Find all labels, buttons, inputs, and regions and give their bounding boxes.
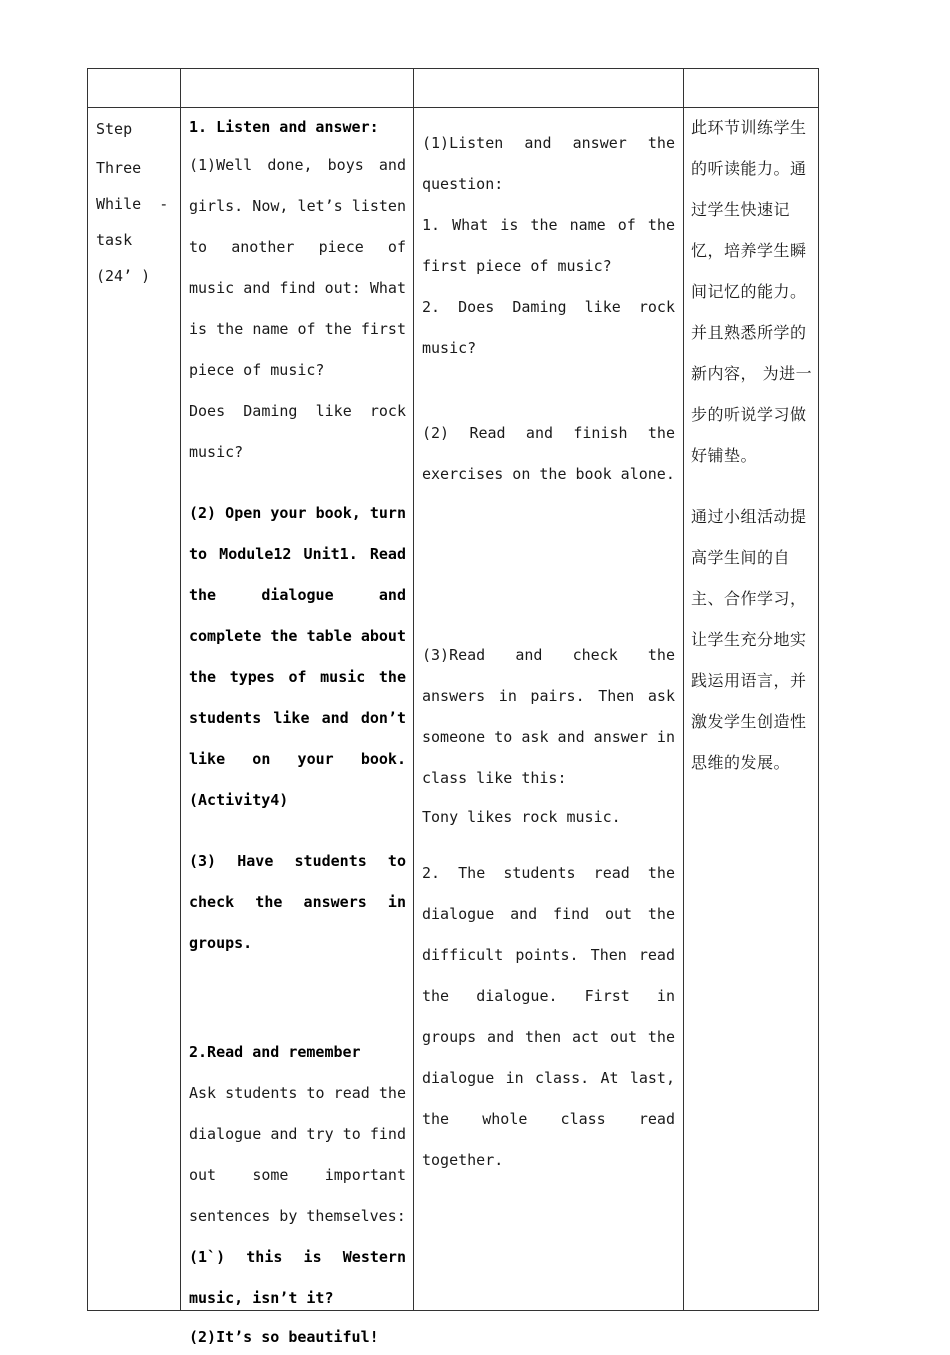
- step-time: (24’ ): [96, 267, 151, 285]
- column-divider-1: [180, 69, 181, 1310]
- lesson-plan-table: [87, 68, 819, 1346]
- step-cell: [96, 109, 176, 294]
- purpose-cell: [691, 107, 813, 783]
- student-text: (2) Read and finish the exercises on the book alone.: [422, 424, 685, 483]
- example-sentence: Tony likes rock music.: [422, 808, 621, 826]
- question: 1. What is the name of the first piece of music?: [422, 216, 685, 275]
- section-heading: 1. Listen and answer:: [189, 118, 379, 136]
- step-line: task: [96, 231, 133, 249]
- student-text: (3)Read and check the answers in pairs. Then ask someone to ask and answer in class like this:: [422, 646, 685, 787]
- student-activity-cell: [422, 123, 685, 1181]
- question: 2. Does Daming like rock music?: [422, 298, 685, 357]
- teacher-text: Does Daming like rock music?: [189, 402, 416, 461]
- teacher-text: Ask students to read the dialogue and try to find out some important sentences by themselves:: [189, 1084, 416, 1225]
- teacher-instruction: (3) Have students to check the answers in groups.: [189, 852, 416, 952]
- step-line: Three: [96, 159, 142, 177]
- student-text: (1)Listen and answer the question:: [422, 134, 685, 193]
- teacher-text: (1)Well done, boys and girls. Now, let’s listen to another piece of music and find out: What is the name of the first piece of music?: [189, 156, 416, 379]
- purpose-text: 通过小组活动提高学生间的自主、合作学习，让学生充分地实践运用语言，并激发学生创造性思维的发展。: [691, 507, 807, 772]
- section-heading: 2.Read and remember: [189, 1043, 361, 1061]
- student-text: 2. The students read the dialogue and find out the difficult points. Then read the dialogue. First in groups and then act out the dialogue in class. At last, the whole class read together.: [422, 864, 685, 1169]
- key-sentence: (1`) this is Western music, isn’t it?: [189, 1248, 416, 1307]
- teacher-instruction: (2) Open your book, turn to Module12 Unit1. Read the dialogue and complete the table about the types of music the students like and don’t like on your book. (Activity4): [189, 504, 416, 809]
- purpose-text: 此环节训练学生的听读能力。通过学生快速记忆，培养学生瞬间记忆的能力。并且熟悉所学的新内容， 为进一步的听说学习做好铺垫。: [691, 118, 813, 465]
- teacher-activity-cell: [189, 109, 416, 1355]
- step-line: Step: [96, 120, 133, 138]
- step-line: While -: [96, 195, 169, 213]
- key-sentence: (2)It’s so beautiful!: [189, 1328, 379, 1346]
